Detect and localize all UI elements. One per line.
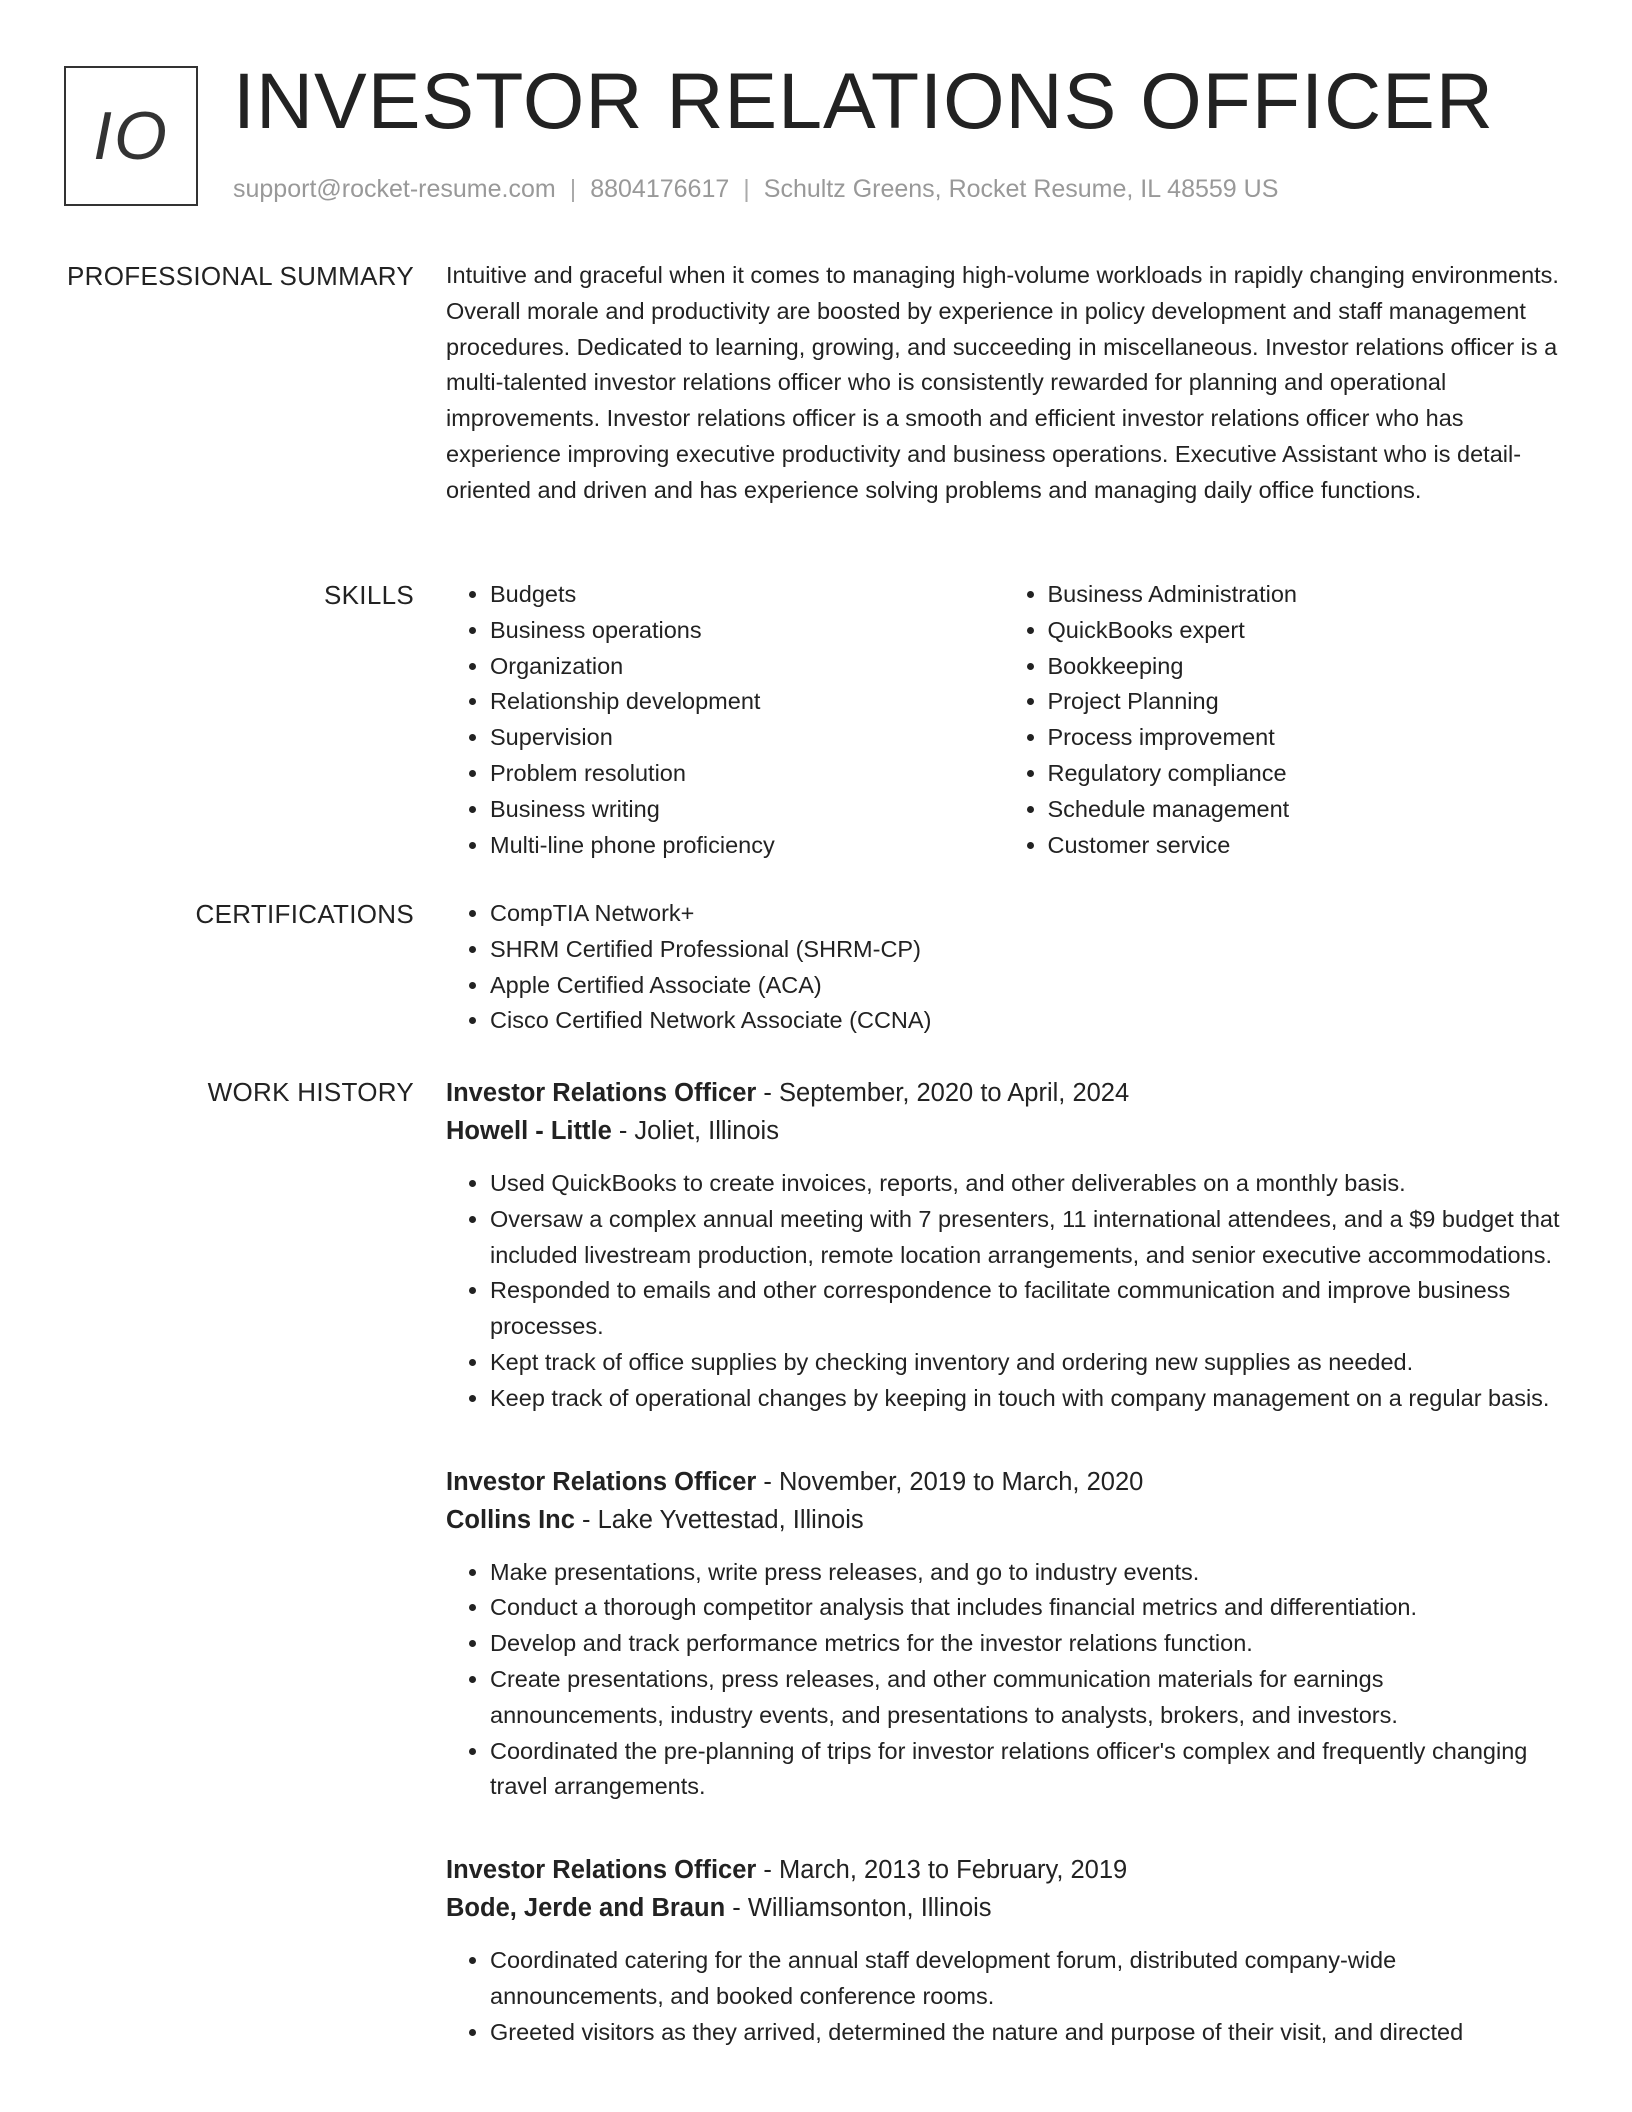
job-company: Howell - Little [446, 1117, 612, 1145]
job-bullet: • Oversaw a complex annual meeting with 7 presenters, 11 international attendees, and a $9 budget that included livestream production, remote location arrangements, and senior executive accommodations. [490, 1202, 1561, 1274]
certifications-body [446, 896, 1561, 1039]
job-location: - Williamsonton, Illinois [725, 1894, 992, 1923]
skills-label: SKILLS [324, 580, 414, 610]
skill-item: • Project Planning [1048, 684, 1562, 720]
contact-line [233, 172, 1278, 206]
skill-item: • Multi-line phone proficiency [490, 828, 1004, 864]
job-title-line [446, 1463, 1561, 1501]
contact-phone[interactable]: 8804176617 [590, 175, 730, 203]
certifications-label: CERTIFICATIONS [195, 899, 414, 929]
job-bullets [446, 1555, 1561, 1806]
job-bullet: • Create presentations, press releases, and other communication materials for earnings announcements, industry events, and presentations to analysts, brokers, and investors. [490, 1662, 1561, 1734]
job-bullet: • Coordinated catering for the annual staff development forum, distributed company-wide announcements, and booked conference rooms. [490, 1943, 1561, 2015]
job-company-line [446, 1501, 1561, 1539]
skill-item: • Bookkeeping [1048, 649, 1562, 685]
job-bullet: • Keep track of operational changes by keeping in touch with company management on a regular basis. [490, 1381, 1561, 1417]
skill-item: • Organization [490, 649, 1004, 685]
certification-item: • Cisco Certified Network Associate (CCNA) [490, 1003, 1561, 1039]
job-company-line [446, 1112, 1561, 1150]
job-bullet: • Used QuickBooks to create invoices, reports, and other deliverables on a monthly basis. [490, 1166, 1561, 1202]
job-title: Investor Relations Officer [446, 1079, 757, 1107]
skill-item: • Relationship development [490, 684, 1004, 720]
job-bullet: • Develop and track performance metrics for the investor relations function. [490, 1626, 1561, 1662]
skill-item: • Regulatory compliance [1048, 756, 1562, 792]
skill-item: • Problem resolution [490, 756, 1004, 792]
certification-item: • Apple Certified Associate (ACA) [490, 968, 1561, 1004]
job-bullet: • Greeted visitors as they arrived, determined the nature and purpose of their visit, and directed [490, 2015, 1561, 2051]
skill-item: • Customer service [1048, 828, 1562, 864]
skill-item: • Schedule management [1048, 792, 1562, 828]
skills-left-list [446, 577, 1004, 863]
job-dates: - September, 2020 to April, 2024 [756, 1079, 1130, 1107]
job-entry [446, 1463, 1561, 1806]
job-entry [446, 1074, 1561, 1417]
certifications-list [446, 896, 1561, 1039]
job-dates: - November, 2019 to March, 2020 [756, 1467, 1144, 1496]
job-title-line [446, 1074, 1561, 1112]
job-company: Collins Inc [446, 1505, 575, 1534]
contact-address: Schultz Greens, Rocket Resume, IL 48559 US [763, 175, 1279, 203]
job-company: Bode, Jerde and Braun [446, 1894, 726, 1923]
skill-item: • Supervision [490, 720, 1004, 756]
monogram-box [64, 66, 198, 206]
contact-separator: | [569, 175, 577, 203]
contact-email[interactable]: support@rocket-resume.com [233, 175, 556, 203]
job-location: - Joliet, Illinois [611, 1117, 779, 1145]
skill-item: • Budgets [490, 577, 1004, 613]
job-bullets [446, 1943, 1561, 2050]
resume-title: INVESTOR RELATIONS OFFICER [233, 56, 1494, 145]
skills-right-list [1004, 577, 1562, 863]
job-bullet: • Conduct a thorough competitor analysis that includes financial metrics and differentiation. [490, 1590, 1561, 1626]
job-dates: - March, 2013 to February, 2019 [756, 1856, 1128, 1885]
job-title: Investor Relations Officer [446, 1856, 757, 1885]
job-bullet: • Kept track of office supplies by checking inventory and ordering new supplies as needed. [490, 1345, 1561, 1381]
contact-separator: | [743, 175, 750, 203]
work-history-body [446, 1074, 1561, 2097]
skill-item: • Process improvement [1048, 720, 1562, 756]
job-entry [446, 1851, 1561, 2050]
job-location: - Lake Yvettestad, Illinois [574, 1505, 864, 1534]
job-bullet: • Responded to emails and other correspondence to facilitate communication and improve business processes. [490, 1273, 1561, 1345]
monogram-initials: IO [93, 98, 169, 174]
skill-item: • Business Administration [1048, 577, 1562, 613]
work-history-label: WORK HISTORY [207, 1077, 414, 1107]
summary-label: PROFESSIONAL SUMMARY [67, 261, 414, 291]
job-bullet: • Coordinated the pre-planning of trips for investor relations officer's complex and frequently changing travel arrangements. [490, 1734, 1561, 1806]
job-title: Investor Relations Officer [446, 1467, 757, 1496]
certification-item: • SHRM Certified Professional (SHRM-CP) [490, 932, 1561, 968]
job-company-line [446, 1889, 1561, 1927]
job-bullets [446, 1166, 1561, 1417]
job-bullet: • Make presentations, write press releases, and go to industry events. [490, 1555, 1561, 1591]
job-title-line [446, 1851, 1561, 1889]
skills-body [446, 577, 1561, 863]
certification-item: • CompTIA Network+ [490, 896, 1561, 932]
summary-text: Intuitive and graceful when it comes to managing high-volume workloads in rapidly changing environments. Overall morale and productivity are boosted by experience in policy development and staff management procedures. Dedicated to learning, growing, and succeeding in miscellaneous. Investor relations officer is a multi-talented investor relations officer who is consistently rewarded for planning and operational improvements. Investor relations officer is a smooth and efficient investor relations officer who has experience improving executive productivity and business operations. Executive Assistant who is detail-oriented and driven and has experience solving problems and managing daily office functions. [446, 262, 1559, 503]
skill-item: • Business operations [490, 613, 1004, 649]
summary-body [446, 258, 1561, 509]
skill-item: • Business writing [490, 792, 1004, 828]
skill-item: • QuickBooks expert [1048, 613, 1562, 649]
